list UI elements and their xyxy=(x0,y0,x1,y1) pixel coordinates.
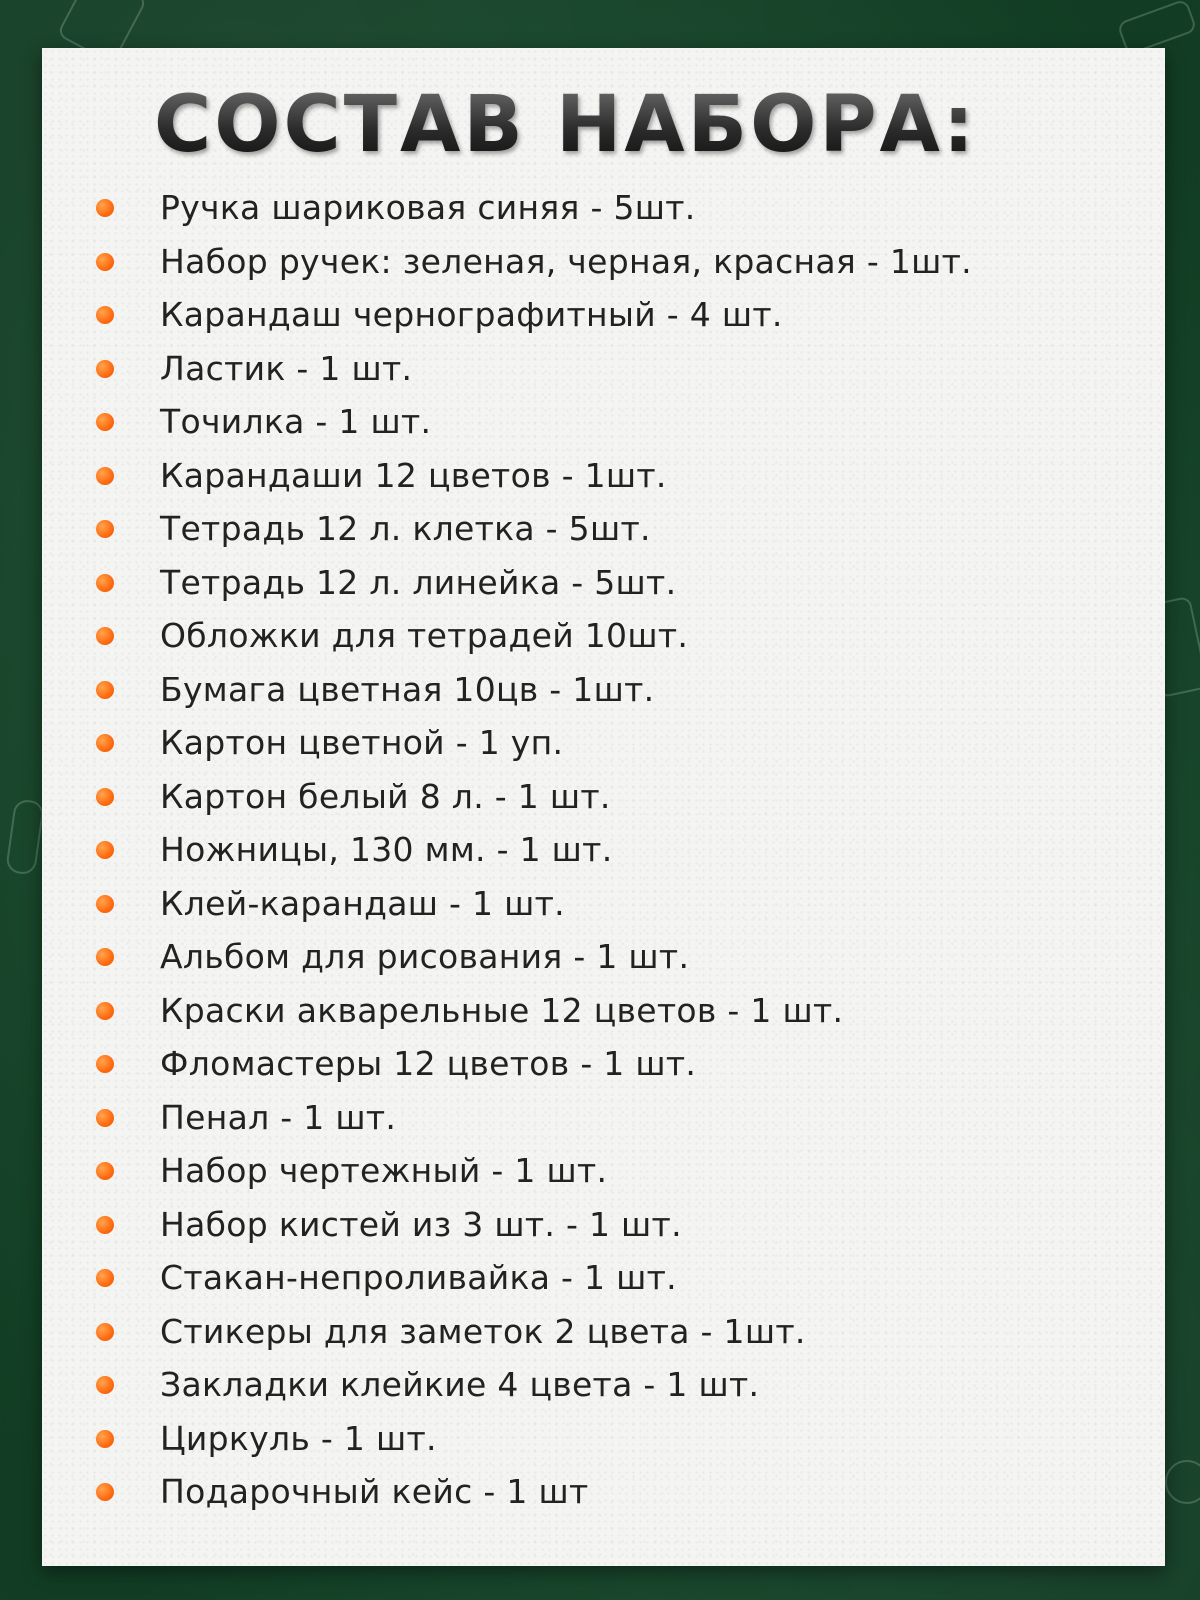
list-item-label: Закладки клейкие 4 цвета - 1 шт. xyxy=(160,1365,760,1404)
list-item-label: Точилка - 1 шт. xyxy=(160,402,432,441)
list-item-label: Стикеры для заметок 2 цвета - 1шт. xyxy=(160,1311,806,1351)
page-title: СОСТАВ НАБОРА: xyxy=(154,80,978,170)
list-item xyxy=(42,557,1142,611)
bullet-icon xyxy=(96,1376,114,1394)
list-item xyxy=(42,1092,1142,1146)
list-item-label: Тетрадь 12 л. линейка - 5шт. xyxy=(160,562,677,602)
bullet-icon xyxy=(96,681,114,699)
bullet-icon xyxy=(96,467,114,485)
list-item xyxy=(42,824,1142,878)
list-item xyxy=(42,236,1142,290)
list-item-label: Карандаши 12 цветов - 1шт. xyxy=(160,455,667,495)
list-item xyxy=(42,1359,1142,1413)
bullet-icon xyxy=(96,734,114,752)
bullet-icon xyxy=(96,788,114,806)
list-item xyxy=(42,1145,1142,1199)
list-item-label: Бумага цветная 10цв - 1шт. xyxy=(160,669,655,709)
list-item xyxy=(42,1413,1142,1467)
list-item-label: Ножницы, 130 мм. - 1 шт. xyxy=(160,830,613,869)
bullet-icon xyxy=(96,360,114,378)
bullet-icon xyxy=(96,253,114,271)
list-item-label: Клей-карандаш - 1 шт. xyxy=(160,883,565,923)
list-item-label: Картон белый 8 л. - 1 шт. xyxy=(160,776,611,816)
list-item-label: Пенал - 1 шт. xyxy=(160,1097,397,1137)
list-item xyxy=(42,289,1142,343)
list-item xyxy=(42,771,1142,825)
list-item-label: Фломастеры 12 цветов - 1 шт. xyxy=(160,1044,697,1083)
bullet-icon xyxy=(96,1002,114,1020)
list-item xyxy=(42,878,1142,932)
list-item xyxy=(42,1252,1142,1306)
bullet-icon xyxy=(96,1216,114,1234)
list-item-label: Картон цветной - 1 уп. xyxy=(160,723,564,762)
list-item-label: Набор кистей из 3 шт. - 1 шт. xyxy=(160,1204,682,1244)
list-item-label: Ластик - 1 шт. xyxy=(160,348,413,388)
list-item-label: Набор ручек: зеленая, черная, красная - 1шт. xyxy=(160,241,972,281)
list-item-label: Краски акварельные 12 цветов - 1 шт. xyxy=(160,990,844,1030)
list-item xyxy=(42,1199,1142,1253)
bullet-icon xyxy=(96,520,114,538)
bullet-icon xyxy=(96,199,114,217)
list-item xyxy=(42,664,1142,718)
list-item-label: Циркуль - 1 шт. xyxy=(160,1418,437,1458)
list-item xyxy=(42,1306,1142,1360)
list-item-label: Ручка шариковая синяя - 5шт. xyxy=(160,188,696,227)
list-item xyxy=(42,343,1142,397)
list-item-label: Карандаш чернографитный - 4 шт. xyxy=(160,295,783,334)
list-item xyxy=(42,610,1142,664)
bullet-icon xyxy=(96,1323,114,1341)
list-item xyxy=(42,1466,1142,1520)
list-item xyxy=(42,985,1142,1039)
bullet-icon xyxy=(96,841,114,859)
list-item-label: Подарочный кейс - 1 шт xyxy=(160,1472,589,1511)
bullet-icon xyxy=(96,948,114,966)
bullet-icon xyxy=(96,1055,114,1073)
list-item xyxy=(42,717,1142,771)
list-item-label: Альбом для рисования - 1 шт. xyxy=(160,937,690,976)
list-item-label: Набор чертежный - 1 шт. xyxy=(160,1151,608,1190)
chalk-doodle xyxy=(1165,1460,1200,1504)
bullet-icon xyxy=(96,895,114,913)
bullet-icon xyxy=(96,627,114,645)
list-item xyxy=(42,182,1142,236)
list-item xyxy=(42,450,1142,504)
bullet-icon xyxy=(96,1162,114,1180)
list-item xyxy=(42,931,1142,985)
bullet-icon xyxy=(96,574,114,592)
paper-sheet xyxy=(42,48,1165,1566)
bullet-icon xyxy=(96,413,114,431)
list-item-label: Стакан-непроливайка - 1 шт. xyxy=(160,1258,677,1297)
list-item xyxy=(42,503,1142,557)
bullet-icon xyxy=(96,1483,114,1501)
list-item xyxy=(42,396,1142,450)
list-item xyxy=(42,1038,1142,1092)
bullet-icon xyxy=(96,306,114,324)
kit-contents-list xyxy=(42,182,1142,1520)
bullet-icon xyxy=(96,1430,114,1448)
chalk-doodle xyxy=(5,798,45,875)
list-item-label: Тетрадь 12 л. клетка - 5шт. xyxy=(160,509,651,548)
bullet-icon xyxy=(96,1269,114,1287)
bullet-icon xyxy=(96,1109,114,1127)
list-item-label: Обложки для тетрадей 10шт. xyxy=(160,616,689,655)
